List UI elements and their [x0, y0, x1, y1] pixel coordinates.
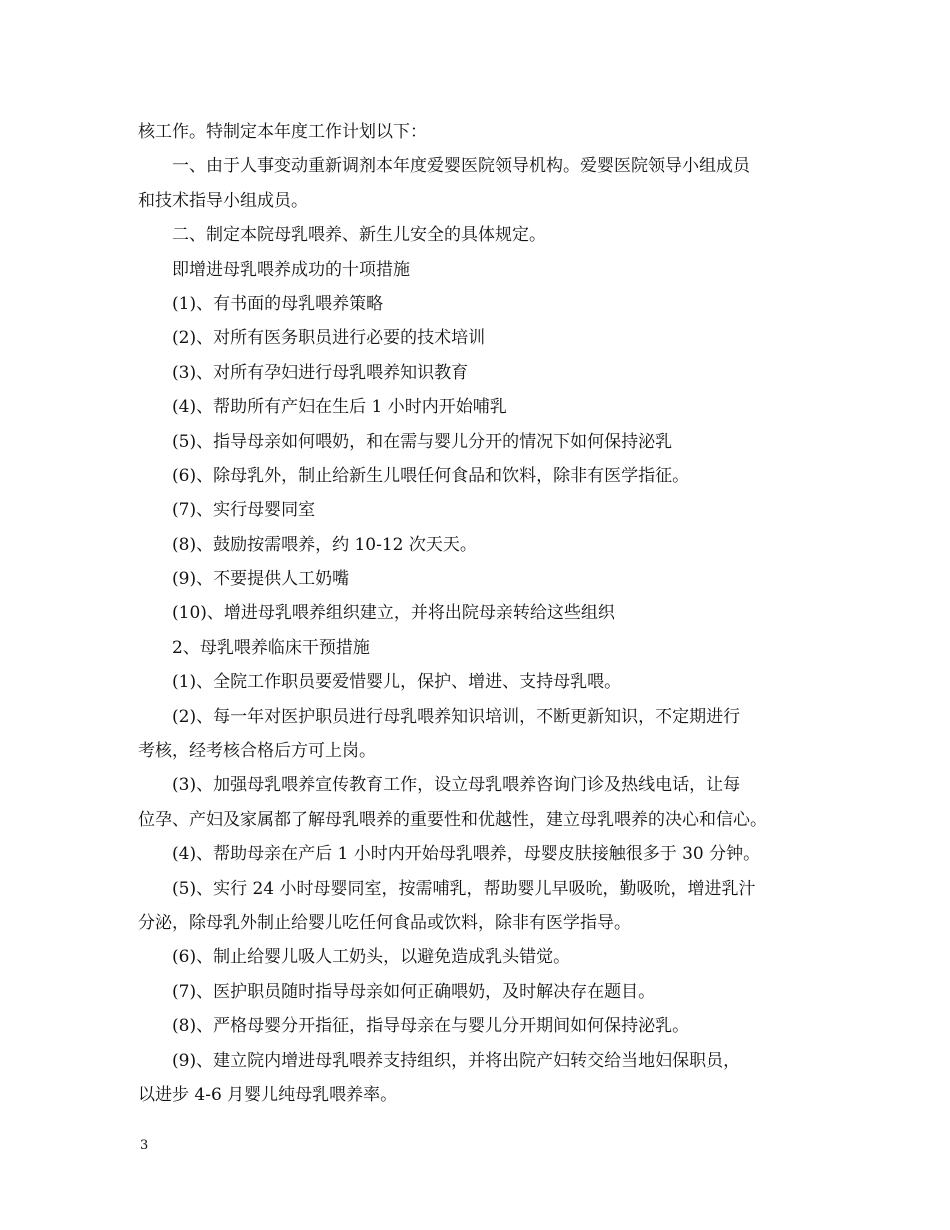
text-line: 即增进母乳喂养成功的十项措施 [172, 259, 410, 280]
list-item: (7)、实行母婴同室 [172, 500, 316, 521]
list-item: (3)、加强母乳喂养宣传教育工作，设立母乳喂养咨询门诊及热线电话，让每 [172, 775, 741, 796]
list-item: (2)、对所有医务职员进行必要的技术培训 [172, 328, 486, 349]
text-line: 核工作。特制定本年度工作计划以下： [138, 122, 427, 142]
section-heading: 2、母乳喂养临床干预措施 [172, 637, 370, 658]
list-item: (5)、实行 24 小时母婴同室，按需哺乳，帮助婴儿早吸吮，勤吸吮，增进乳汁 [172, 878, 756, 899]
text-line: 分泌，除母乳外制止给婴儿吃任何食品或饮料，除非有医学指导。 [138, 912, 631, 933]
text-line: 以进步 4-6 月婴儿纯母乳喂养率。 [138, 1084, 398, 1105]
list-item: (6)、制止给婴儿吸人工奶头，以避免造成乳头错觉。 [172, 947, 571, 968]
list-item: (2)、每一年对医护职员进行母乳喂养知识培训，不断更新知识，不定期进行 [172, 706, 741, 727]
text-line: 一、由于人事变动重新调剂本年度爱婴医院领导机构。爱婴医院领导小组成员 [172, 156, 750, 177]
list-item: (9)、建立院内增进母乳喂养支持组织，并将出院产妇转交给当地妇保职员， [172, 1050, 741, 1071]
list-item: (10)、增进母乳喂养组织建立，并将出院母亲转给这些组织 [172, 603, 615, 624]
text-line: 考核，经考核合格后方可上岗。 [138, 741, 376, 762]
list-item: (5)、指导母亲如何喂奶，和在需与婴儿分开的情况下如何保持泌乳 [172, 431, 673, 452]
list-item: (1)、有书面的母乳喂养策略 [172, 293, 384, 314]
list-item: (4)、帮助所有产妇在生后 1 小时内开始哺乳 [172, 397, 507, 418]
page-number: 3 [140, 1138, 149, 1153]
text-line: 和技术指导小组成员。 [138, 190, 308, 211]
list-item: (9)、不要提供人工奶嘴 [172, 569, 350, 590]
list-item: (8)、严格母婴分开指征，指导母亲在与婴儿分开期间如何保持泌乳。 [172, 1016, 690, 1037]
text-line: 位孕、产妇及家属都了解母乳喂养的重要性和优越性，建立母乳喂养的决心和信心。 [138, 809, 767, 830]
list-item: (6)、除母乳外，制止给新生儿喂任何食品和饮料，除非有医学指征。 [172, 465, 690, 486]
body-text [138, 115, 818, 1112]
list-item: (4)、帮助母亲在产后 1 小时内开始母乳喂养，母婴皮肤接触很多于 30 分钟。 [172, 844, 761, 865]
list-item: (7)、医护职员随时指导母亲如何正确喂奶，及时解决存在题目。 [172, 981, 656, 1002]
text-line: 二、制定本院母乳喂养、新生儿安全的具体规定。 [172, 225, 546, 246]
list-item: (3)、对所有孕妇进行母乳喂养知识教育 [172, 362, 469, 383]
list-item: (8)、鼓励按需喂养，约 10-12 次天天。 [172, 534, 477, 555]
list-item: (1)、全院工作职员要爱惜婴儿，保护、增进、支持母乳喂。 [172, 672, 622, 693]
